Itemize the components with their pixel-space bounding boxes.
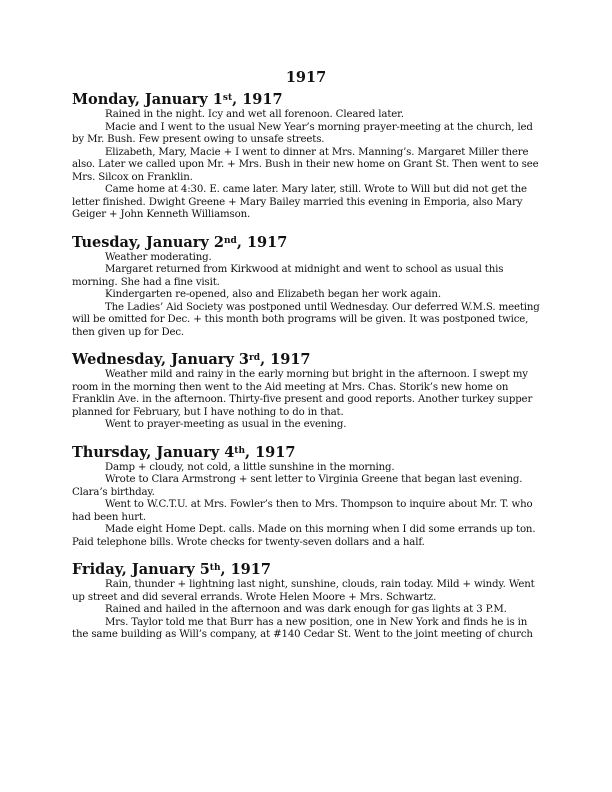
entry-day-suffix: th xyxy=(209,563,221,573)
entry-paragraph: Rained and hailed in the afternoon and was dark enough for gas lights at 3 P.M. xyxy=(105,604,507,615)
entry-paragraph: Weather mild and rainy in the early morning but bright in the afternoon. I swept my room in the morning then went to the Aid meeting at Mrs. Chas. Storik’s new home on Franklin Ave. in the afternoon. Thirty-five present and good reports. Another turkey supper planned for February, but I have nothing to do in that. xyxy=(72,369,533,418)
diary-entry xyxy=(72,233,540,340)
entry-paragraph: Went to W.C.T.U. at Mrs. Fowler’s then to Mrs. Thompson to inquire about Mr. T. who had been hurt. xyxy=(72,499,533,523)
entry-day-suffix: nd xyxy=(224,235,237,246)
entry-paragraph: Went to prayer-meeting as usual in the evening. xyxy=(105,419,347,430)
entry-day: Tuesday, January 2 xyxy=(72,233,224,251)
entry-date-heading xyxy=(72,350,540,369)
entry-date-heading xyxy=(72,560,540,579)
entry-year: , 1917 xyxy=(220,561,271,578)
entry-date-heading xyxy=(72,233,540,252)
entry-paragraph: Wrote to Clara Armstrong + sent letter to Virginia Greene that began last evening. Clara’s birthday. xyxy=(72,474,523,498)
diary-entry xyxy=(72,443,540,550)
entry-day: Friday, January 5 xyxy=(72,561,210,578)
entry-paragraph: Made eight Home Dept. calls. Made on this morning when I did some errands up ton. Paid telephone bills. Wrote checks for twenty-seven dollars and a half. xyxy=(72,524,536,548)
entry-date-heading xyxy=(72,443,540,462)
entry-day: Monday, January 1 xyxy=(72,91,223,108)
entry-paragraph: Rain, thunder + lightning last night, sunshine, clouds, rain today. Mild + windy. Went up street and did several errands. Wrote Helen Moore + Mrs. Schwartz. xyxy=(72,579,535,603)
entry-year: , 1917 xyxy=(232,91,283,108)
entry-paragraph: Came home at 4:30. E. came later. Mary later, still. Wrote to Will but did not get the letter finished. Dwight Greene + Mary Bailey married this evening in Emporia, also Mary Geiger + John Kenneth Williamson. xyxy=(72,184,527,220)
entry-date-heading xyxy=(72,90,540,109)
entry-day-suffix: st xyxy=(222,93,233,103)
entry-paragraph: Rained in the night. Icy and wet all forenoon. Cleared later. xyxy=(105,109,404,120)
diary-entries xyxy=(72,90,540,642)
diary-entry xyxy=(72,350,540,432)
year-title: 1917 xyxy=(285,69,327,86)
entry-day-suffix: th xyxy=(234,445,245,456)
entry-paragraph: Kindergarten re-opened, also and Elizabeth began her work again. xyxy=(105,289,441,300)
entry-day-suffix: rd xyxy=(249,353,261,363)
entry-paragraph: Margaret returned from Kirkwood at midnight and went to school as usual this morning. She had a fine visit. xyxy=(72,264,504,288)
entry-paragraph: Weather moderating. xyxy=(105,251,212,263)
entry-paragraph: The Ladies’ Aid Society was postponed until Wednesday. Our deferred W.M.S. meeting will be omitted for Dec. + this month both programs will be given. It was postponed twice, then given up for Dec. xyxy=(72,301,540,338)
diary-entry xyxy=(72,90,540,222)
entry-year: , 1917 xyxy=(236,233,288,251)
entry-paragraph: Damp + cloudy, not cold, a little sunshine in the morning. xyxy=(105,461,395,473)
entry-paragraph: Macie and I went to the usual New Year’s morning prayer-meeting at the church, led by Mr. Bush. Few present owing to unsafe streets. xyxy=(72,121,533,145)
entry-year: , 1917 xyxy=(260,351,311,368)
entry-day: Wednesday, January 3 xyxy=(72,351,250,368)
diary-entry xyxy=(72,560,540,642)
entry-paragraph: Elizabeth, Mary, Macie + I went to dinner at Mrs. Manning’s. Margaret Miller there also. Later we called upon Mr. + Mrs. Bush in their new home on Grant St. Then went to see Mrs. Silcox on Franklin. xyxy=(72,146,539,183)
entry-year: , 1917 xyxy=(245,443,296,461)
entry-day: Thursday, January 4 xyxy=(72,443,235,461)
entry-paragraph: Mrs. Taylor told me that Burr has a new position, one in New York and finds he is in the same building as Will’s company, at #140 Cedar St. Went to the joint meeting of church xyxy=(72,616,533,640)
